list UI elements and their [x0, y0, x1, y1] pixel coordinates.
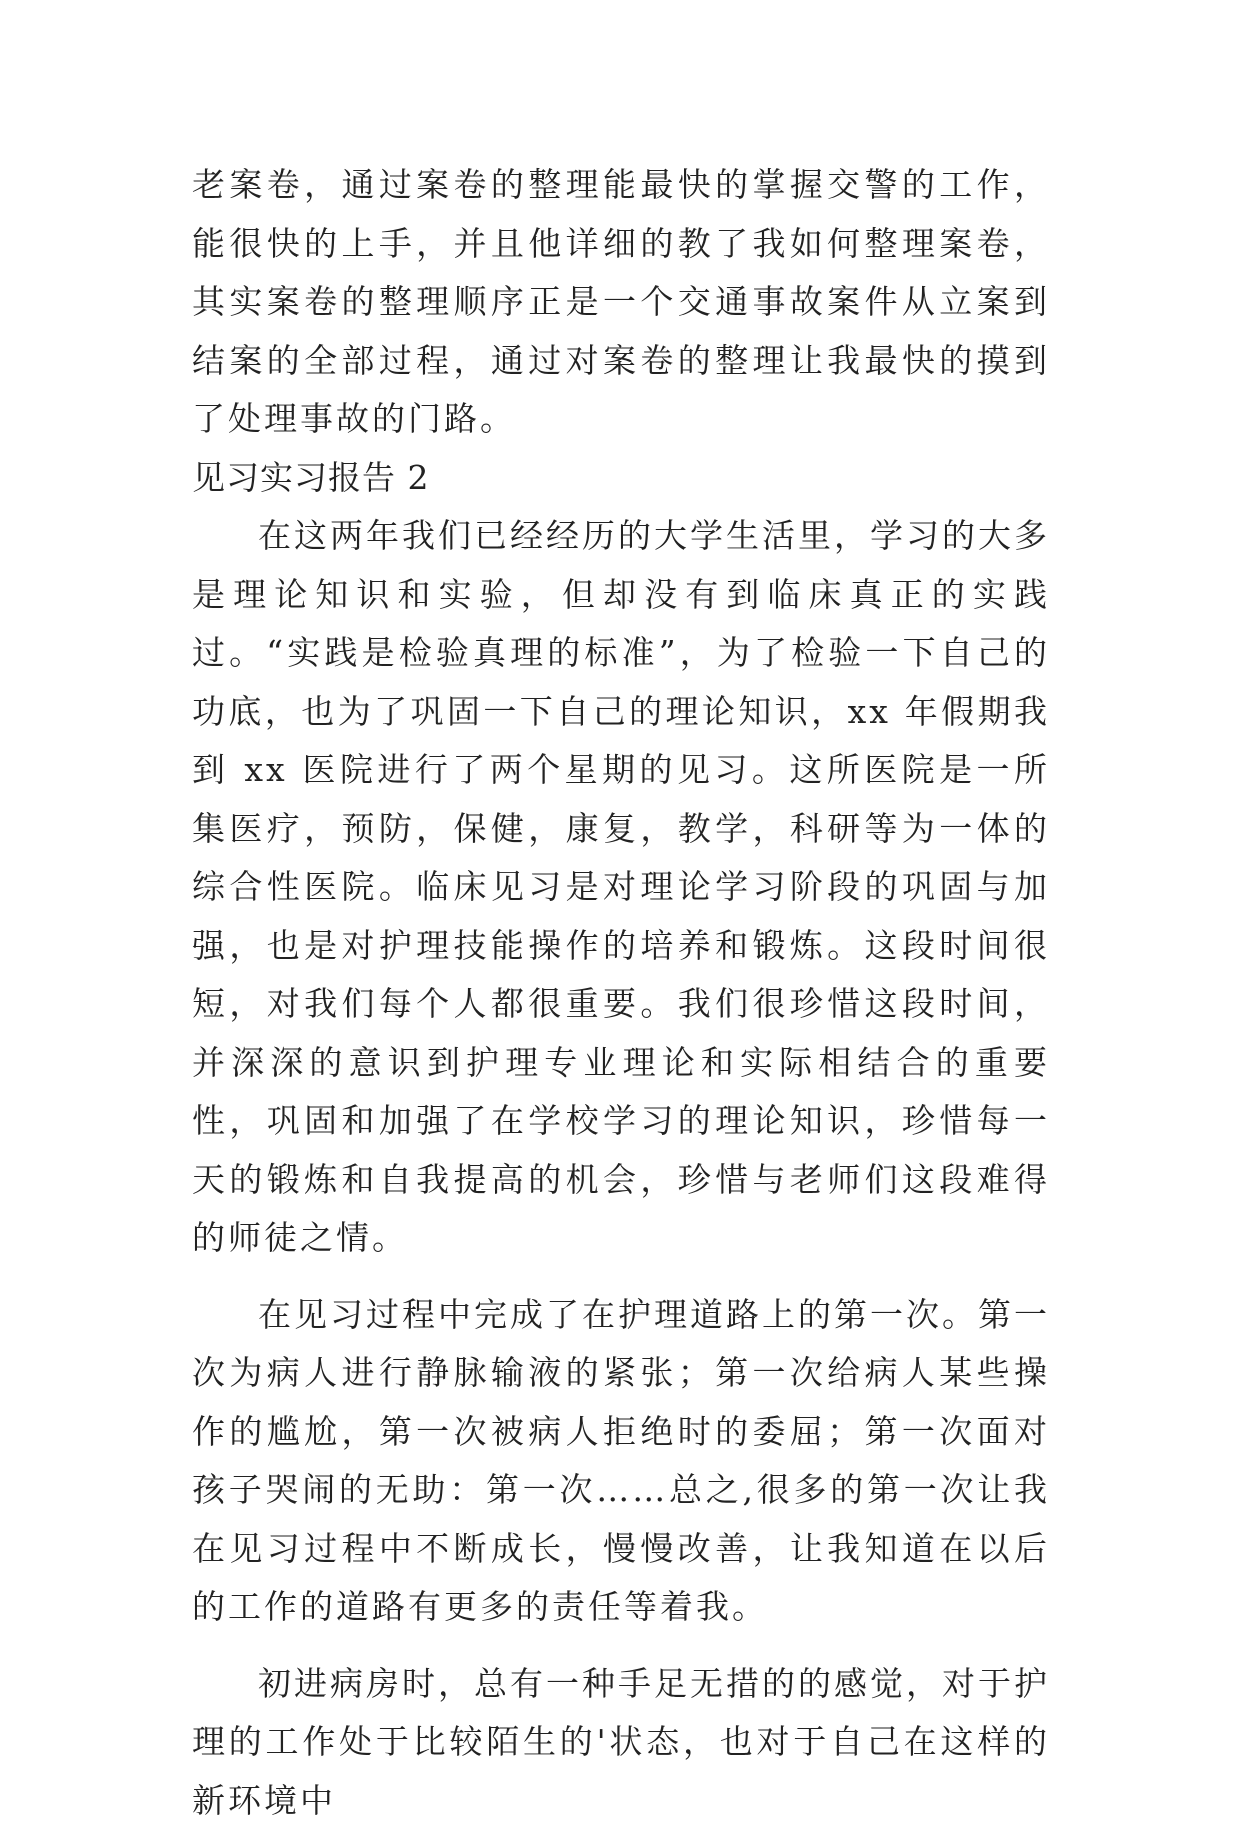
paragraph-spacer	[192, 1637, 1050, 1655]
section-heading: 见习实习报告 2	[192, 449, 1050, 508]
paragraph-first-times: 在见习过程中完成了在护理道路上的第一次。第一次为病人进行静脉输液的紧张；第一次给病人某些操作的尴尬，第一次被病人拒绝时的委屈；第一次面对孩子哭闹的无助：第一次……总之,很多的第一次让我在见习过程中不断成长，慢慢改善，让我知道在以后的工作的道路有更多的责任等着我。	[192, 1286, 1050, 1637]
paragraph-continuation: 老案卷，通过案卷的整理能最快的掌握交警的工作，能很快的上手，并且他详细的教了我如何整理案卷，其实案卷的整理顺序正是一个交通事故案件从立案到结案的全部过程，通过对案卷的整理让我最快的摸到了处理事故的门路。	[192, 156, 1050, 449]
paragraph-spacer	[192, 1268, 1050, 1286]
document-body	[192, 156, 1050, 1830]
paragraph-ward-entry: 初进病房时，总有一种手足无措的的感觉，对于护理的工作处于比较陌生的'状态，也对于自己在这样的新环境中	[192, 1655, 1050, 1830]
paragraph-intro: 在这两年我们已经经历的大学生活里，学习的大多是理论知识和实验，但却没有到临床真正的实践过。“实践是检验真理的标准”，为了检验一下自己的功底，也为了巩固一下自己的理论知识，xx 年假期我到 xx 医院进行了两个星期的见习。这所医院是一所集医疗，预防，保健，康复，教学，科研等为一体的综合性医院。临床见习是对理论学习阶段的巩固与加强，也是对护理技能操作的培养和锻炼。这段时间很短，对我们每个人都很重要。我们很珍惜这段时间，并深深的意识到护理专业理论和实际相结合的重要性，巩固和加强了在学校学习的理论知识，珍惜每一天的锻炼和自我提高的机会，珍惜与老师们这段难得的师徒之情。	[192, 507, 1050, 1268]
